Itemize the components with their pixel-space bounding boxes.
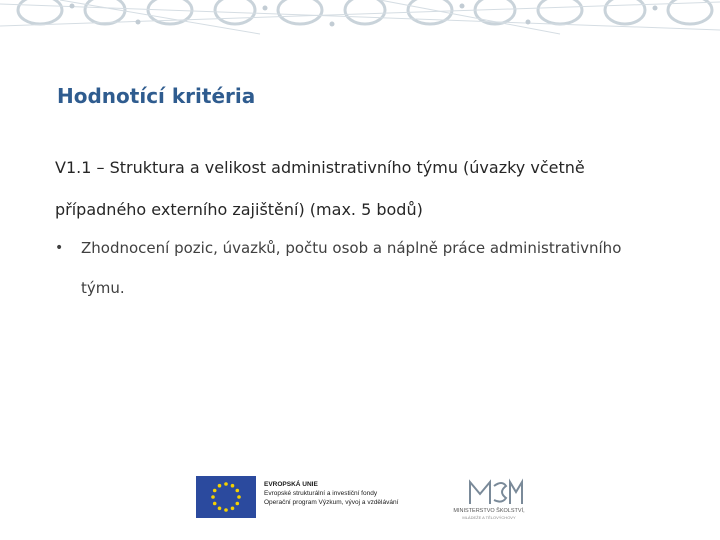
criterion-heading (55, 147, 685, 231)
decorative-header-band (0, 0, 720, 36)
eu-line-1: Evropské strukturální a investiční fondy (264, 490, 378, 497)
eu-program-text (264, 480, 454, 507)
eu-head: EVROPSKÁ UNIE (264, 481, 318, 488)
criterion-line-1: V1.1 – Struktura a velikost administrativního týmu (úvazky včetně (55, 158, 585, 177)
bullet-marker: • (55, 240, 64, 256)
bullet-line-1: Zhodnocení pozic, úvazků, počtu osob a náplně práce administrativního (81, 239, 622, 257)
eu-flag-icon (196, 476, 256, 518)
slide-title: Hodnotící kritéria (57, 84, 256, 108)
criterion-line-2: případného externího zajištění) (max. 5 bodů) (55, 200, 423, 219)
footer-logos (196, 476, 536, 522)
header-pattern-icon (0, 0, 720, 36)
msmt-emblem-icon (442, 476, 536, 508)
msmt-sub: MLÁDEŽE A TĚLOVÝCHOVY (462, 515, 516, 520)
eu-line-2: Operační program Výzkum, vývoj a vzdělávání (264, 499, 399, 506)
msmt-label: MINISTERSTVO ŠKOLSTVÍ, (453, 508, 525, 514)
bullet-text (81, 228, 681, 308)
msmt-logo (442, 476, 536, 522)
bullet-line-2: týmu. (81, 279, 125, 297)
